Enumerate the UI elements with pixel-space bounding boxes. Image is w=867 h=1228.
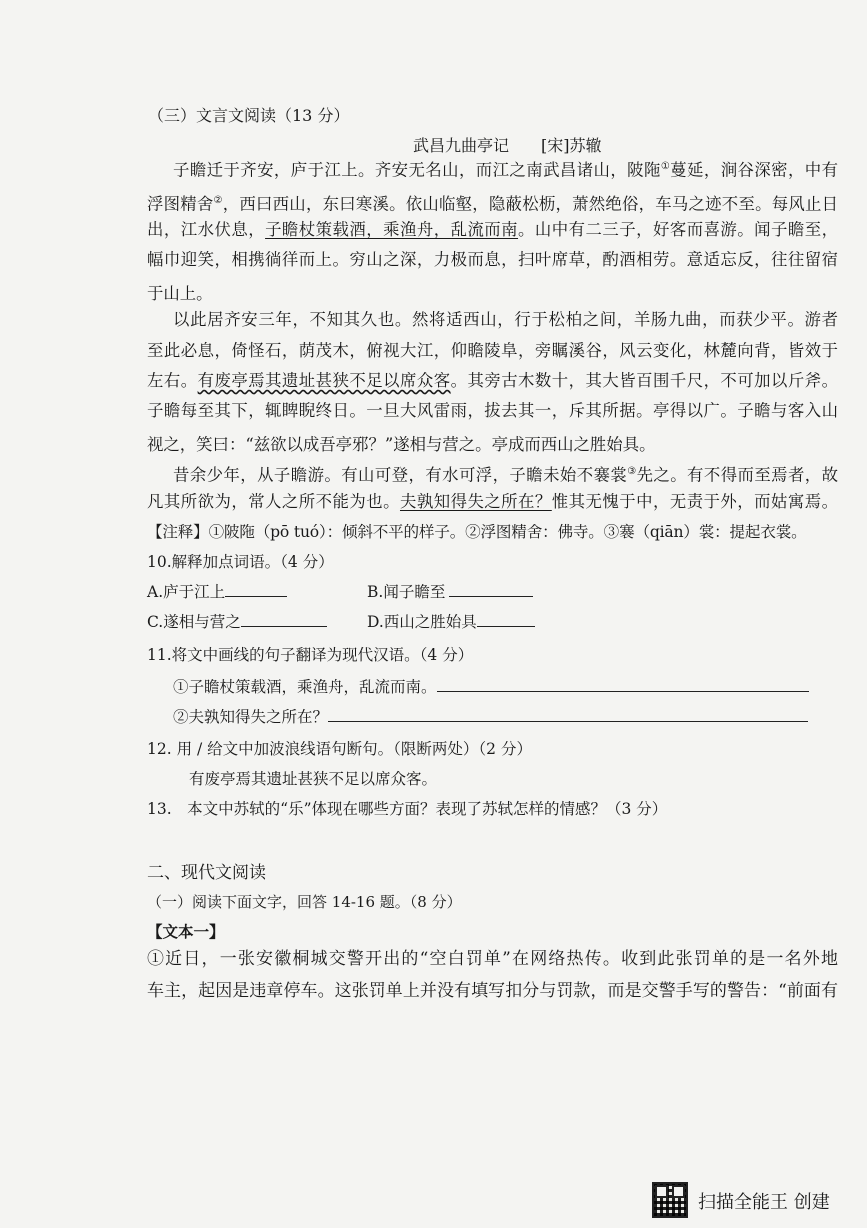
section-title-modern: 二、现代文阅读 [147,863,266,883]
question-10: 10.解释加点词语。（4 分） [147,553,334,571]
p2-line4: 子瞻每至其下，辄睥睨终日。一旦大风雷雨，拔去其一，斥其所据。亭得以广。子瞻与客入山 [147,401,838,420]
section-title-classical: （三）文言文阅读（13 分） [148,106,350,125]
wavy-sentence: 有废亭焉其遗址甚狭不足以席众客 [197,371,451,390]
subsection-1: （一）阅读下面文字，回答 14-16 题。（8 分） [147,893,462,911]
scanner-watermark: 扫描全能王 创建 [698,1192,830,1213]
q11-sentence-1: ①子瞻杖策载酒，乘渔舟，乱流而南。 [173,675,809,697]
underlined-sentence-1: 子瞻杖策载酒，乘渔舟，乱流而南 [265,220,519,239]
text1-line1: ①近日，一张安徽桐城交警开出的“空白罚单”在网络热传。收到此张罚单的是一名外地 [147,949,838,969]
question-12: 12. 用 / 给文中加波浪线语句断句。（限断两处）（2 分） [147,740,532,758]
text1-label: 【文本一】 [147,922,225,941]
q10-option-b: B.闻子瞻至 [367,580,533,602]
underlined-sentence-2: 夫孰知得失之所在？ [399,492,552,511]
p1-line1: 子瞻迁于齐安，庐于江上。齐安无名山，而江之南武昌诸山，陂陁①蔓延，涧谷深密，中有 [173,160,839,180]
p2-line3: 左右。有废亭焉其遗址甚狭不足以席众客。其旁古木数十，其大皆百围千尺，不可加以斤斧。 [147,371,839,390]
q10-option-c: C.遂相与营之 [147,610,327,632]
p2-line5: 视之，笑曰：“兹欲以成吾亭邪？”遂相与营之。亭成而西山之胜始具。 [147,435,656,454]
question-11: 11.将文中画线的句子翻译为现代汉语。（4 分） [147,646,474,664]
qr-code-icon [652,1182,688,1218]
question-13: 13. 本文中苏轼的“乐”体现在哪些方面？表现了苏轼怎样的情感？（3 分） [147,800,668,818]
q10-option-a: A.庐于江上 [147,580,287,602]
p2-line1: 以此居齐安三年，不知其久也。然将适西山，行于松柏之间，羊肠九曲，而获少平。游者 [173,310,838,329]
p1-line2: 浮图精舍②，西曰西山，东曰寒溪。依山临壑，隐蔽松枥，萧然绝俗，车马之迹不至。每风止日 [147,194,839,214]
p1-line5: 于山上。 [147,284,213,303]
q12-sentence: 有废亭焉其遗址甚狭不足以席众客。 [189,770,438,788]
p3-line2: 凡其所欲为，常人之所不能为也。夫孰知得失之所在？惟其无愧于中，无责于外，而姑寓焉。 [147,492,839,511]
p1-line3: 出，江水伏息，子瞻杖策载酒，乘渔舟，乱流而南。山中有二三子，好客而喜游。闻子瞻至， [147,220,839,239]
essay-title: 武昌九曲亭记 [宋]苏辙 [413,136,602,155]
text1-line2: 车主，起因是违章停车。这张罚单上并没有填写扣分与罚款，而是交警手写的警告：“前面有 [147,981,838,1001]
p3-line1: 昔余少年，从子瞻游。有山可登，有水可浮，子瞻未始不褰裳③先之。有不得而至焉者，故 [173,465,839,485]
q10-option-d: D.西山之胜始具 [367,610,535,632]
annotation-note: 【注释】①陂陁（pō tuó）：倾斜不平的样子。②浮图精舍：佛寺。③褰（qiān）裳：提起衣裳。 [147,523,807,541]
p2-line2: 至此必息，倚怪石，荫茂木，俯视大江，仰瞻陵阜，旁瞩溪谷，风云变化，林麓向背，皆效于 [147,341,838,360]
q11-sentence-2: ②夫孰知得失之所在？ [173,705,808,727]
p1-line4: 幅巾迎笑，相携徜徉而上。穷山之深，力极而息，扫叶席草，酌酒相劳。意适忘反，往往留宿 [147,250,838,269]
